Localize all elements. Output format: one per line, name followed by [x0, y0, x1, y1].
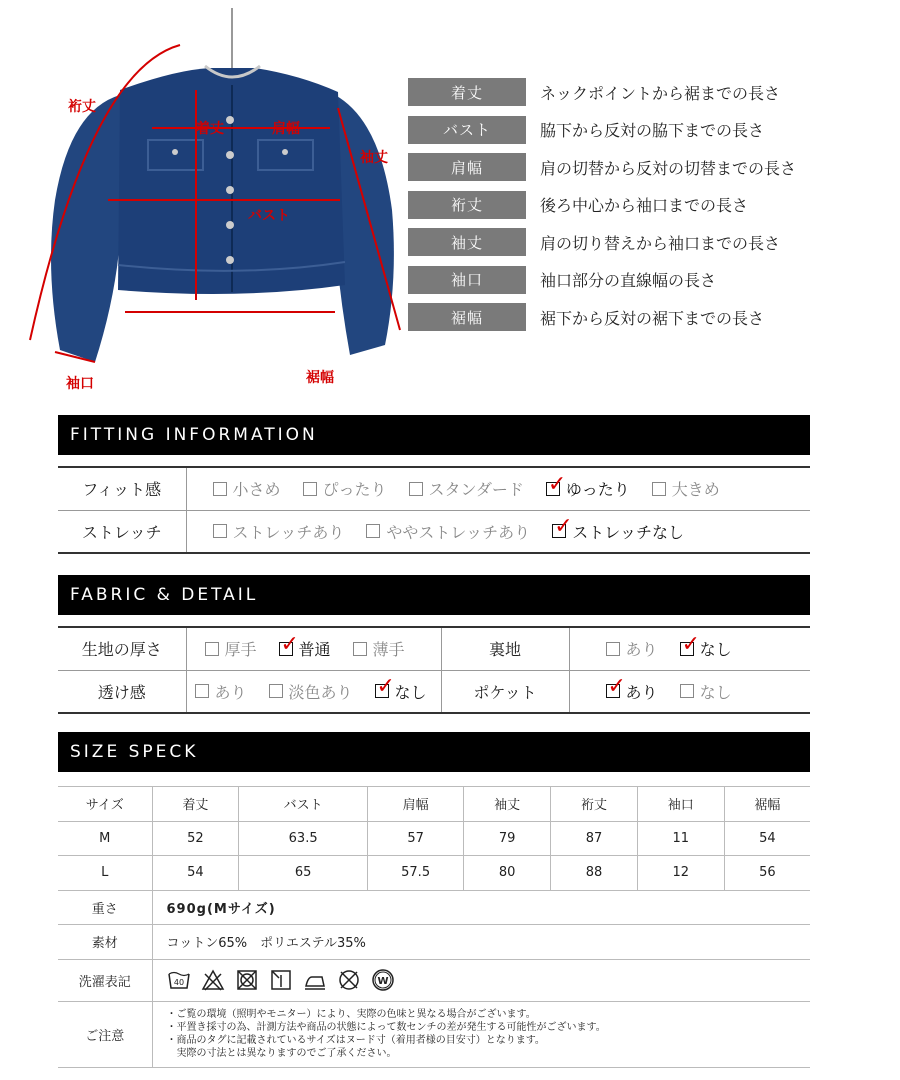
row-label: ストレッチ [58, 510, 186, 553]
checked-box-icon [546, 471, 567, 497]
option-checkbox[interactable] [680, 631, 732, 660]
legend-row [408, 228, 888, 256]
options-group [187, 471, 811, 500]
size-cell: 54 [152, 856, 239, 891]
option-checkbox[interactable] [409, 477, 524, 500]
options-group [570, 631, 810, 660]
option-checkbox[interactable] [606, 637, 658, 660]
legend-term: 着丈 [408, 78, 526, 106]
note-line: ・商品のタグに記載されているサイズはヌード寸（着用者様の目安寸）となります。 [166, 1035, 545, 1046]
option-label: ややストレッチあり [386, 522, 531, 542]
legend-row [408, 266, 888, 294]
row-label: 透け感 [58, 670, 186, 713]
legend-desc: 肩の切り替えから袖口までの長さ [540, 233, 781, 253]
row-label: 生地の厚さ [58, 627, 186, 670]
row-label: 裏地 [441, 627, 569, 670]
size-cell: 57 [367, 821, 463, 856]
jacket-illustration [0, 0, 410, 400]
legend-row [408, 303, 888, 331]
measurement-diagram [0, 0, 410, 400]
option-checkbox[interactable] [366, 520, 530, 543]
size-cell: 57.5 [367, 856, 463, 891]
fabric-section-title: FABRIC & DETAIL [58, 575, 810, 615]
checked-box-icon [606, 674, 626, 700]
option-checkbox[interactable] [303, 477, 387, 500]
option-label: あり [625, 682, 658, 702]
fitting-row-fit [58, 467, 810, 510]
size-cell: 65 [239, 856, 368, 891]
legend-term: 肩幅 [408, 153, 526, 181]
option-checkbox[interactable] [652, 477, 720, 500]
checkbox-icon [680, 684, 694, 698]
size-header-cell: サイズ [58, 787, 152, 822]
checked-box-icon [279, 631, 299, 657]
row-label: ポケット [441, 670, 569, 713]
option-label: 薄手 [372, 640, 405, 660]
legend-desc: 裾下から反対の裾下までの長さ [540, 308, 765, 328]
option-checkbox[interactable] [213, 520, 345, 543]
material-value: コットン65% ポリエステル35% [152, 925, 810, 960]
wet-clean-letter: W [376, 976, 389, 987]
fitting-section-title: FITTING INFORMATION [58, 415, 810, 455]
no-dry-clean-icon [337, 968, 361, 992]
label-katahaba: 肩幅 [272, 121, 300, 137]
option-label: なし [394, 682, 427, 702]
option-checkbox[interactable] [205, 637, 257, 660]
legend-term: 裾幅 [408, 303, 526, 331]
size-header-cell: バスト [239, 787, 368, 822]
option-label: ストレッチあり [232, 522, 345, 542]
size-header-cell: 裄丈 [551, 787, 638, 822]
wash-row [58, 959, 810, 1001]
checkbox-icon [213, 482, 227, 496]
checkmark-icon: ✓ [547, 471, 567, 497]
label-kitake: 着丈 [196, 121, 224, 137]
option-checkbox[interactable] [375, 674, 427, 703]
checkmark-icon: ✓ [280, 631, 299, 657]
size-header-cell: 袖丈 [464, 787, 551, 822]
notes-row [58, 1001, 810, 1067]
legend-desc: 袖口部分の直線幅の長さ [540, 271, 717, 290]
size-header-cell: 袖口 [637, 787, 724, 822]
size-cell: 52 [152, 821, 239, 856]
option-label: 淡色あり [288, 682, 353, 702]
option-checkbox[interactable] [213, 477, 281, 500]
checked-box-icon [375, 674, 395, 700]
option-checkbox[interactable] [269, 680, 353, 703]
checked-box-icon [552, 514, 573, 540]
size-cell: 87 [551, 821, 638, 856]
size-cell: 80 [464, 856, 551, 891]
option-checkbox[interactable] [195, 680, 247, 703]
fabric-table [58, 626, 810, 714]
measurement-legend [408, 78, 888, 341]
option-label: なし [699, 682, 732, 702]
material-row [58, 925, 810, 960]
option-label: ストレッチなし [572, 522, 685, 542]
legend-row [408, 191, 888, 219]
option-label: スタンダード [428, 480, 524, 500]
size-cell: 79 [464, 821, 551, 856]
size-cell: M [58, 821, 152, 856]
note-line: ・ご覧の環境（照明やモニター）により、実際の色味と異なる場合がございます。 [166, 1009, 536, 1020]
fabric-row [58, 670, 810, 713]
legend-term: 袖口 [408, 266, 526, 294]
size-cell: 63.5 [239, 821, 368, 856]
size-header-cell: 着丈 [152, 787, 239, 822]
row-label: フィット感 [58, 467, 186, 510]
option-label: あり [625, 640, 658, 660]
options-group [187, 631, 441, 660]
wet-clean-icon [371, 968, 395, 992]
label-bust: バスト [248, 208, 290, 224]
size-cell: L [58, 856, 152, 891]
size-cell: 54 [724, 821, 810, 856]
option-checkbox[interactable] [606, 674, 658, 703]
weight-label: 重さ [58, 890, 152, 925]
option-label: 厚手 [224, 640, 257, 660]
option-checkbox[interactable] [680, 680, 732, 703]
option-label: 小さめ [232, 480, 281, 500]
option-label: ぴったり [322, 480, 387, 500]
no-tumble-dry-icon [235, 968, 259, 992]
option-label: 普通 [298, 640, 331, 660]
size-cell: 12 [637, 856, 724, 891]
wash-label: 洗濯表記 [58, 959, 152, 1001]
wash-icons [153, 968, 811, 992]
option-label: なし [699, 640, 732, 660]
fitting-table [58, 466, 810, 554]
weight-value: 690g(Mサイズ) [152, 890, 810, 925]
line-dry-shade-icon [269, 968, 293, 992]
checkbox-icon [269, 684, 283, 698]
checkmark-icon: ✓ [376, 674, 395, 700]
note-line: 実際の寸法とは異なりますのでご了承ください。 [166, 1048, 397, 1059]
checkbox-icon [303, 482, 317, 496]
wash-40-icon [167, 968, 191, 992]
size-cell: 88 [551, 856, 638, 891]
size-header-cell: 肩幅 [367, 787, 463, 822]
checkmark-icon: ✓ [554, 514, 573, 540]
size-header-row [58, 787, 810, 822]
size-cell: 11 [637, 821, 724, 856]
option-label: あり [214, 682, 247, 702]
legend-row [408, 78, 888, 106]
option-label: ゆったり [565, 480, 630, 500]
option-label: 大きめ [671, 480, 720, 500]
size-section-title: SIZE SPECK [58, 732, 810, 772]
checkbox-icon [652, 482, 666, 496]
legend-row [408, 116, 888, 144]
checkbox-icon [606, 642, 620, 656]
checkbox-icon [213, 524, 227, 538]
size-row [58, 856, 810, 891]
fitting-row-stretch [58, 510, 810, 553]
size-row [58, 821, 810, 856]
option-checkbox[interactable] [353, 637, 405, 660]
options-group [570, 674, 810, 703]
legend-row [408, 153, 888, 181]
options-group [187, 514, 811, 543]
checkbox-icon [353, 642, 367, 656]
legend-desc: 肩の切替から反対の切替までの長さ [540, 158, 797, 178]
iron-low-icon [303, 968, 327, 992]
legend-desc: ネックポイントから裾までの長さ [540, 83, 781, 103]
label-sodeguchi: 袖口 [66, 376, 94, 392]
size-cell: 56 [724, 856, 810, 891]
legend-term: 袖丈 [408, 228, 526, 256]
notes-label: ご注意 [58, 1001, 152, 1067]
checkmark-icon: ✓ [681, 631, 700, 657]
checked-box-icon [680, 631, 700, 657]
note-line: ・平置き採寸の為、計測方法や商品の状態によって数センチの差が発生する可能性がございます。 [166, 1022, 606, 1033]
checkbox-icon [409, 482, 423, 496]
legend-desc: 脇下から反対の脇下までの長さ [540, 121, 765, 140]
option-checkbox[interactable] [552, 514, 685, 543]
label-sodetake: 袖丈 [360, 150, 388, 166]
no-bleach-icon [201, 968, 225, 992]
checkmark-icon: ✓ [607, 674, 626, 700]
checkbox-icon [366, 524, 380, 538]
label-yukitake: 裄丈 [68, 99, 96, 115]
material-label: 素材 [58, 925, 152, 960]
size-header-cell: 裾幅 [724, 787, 810, 822]
checkbox-icon [205, 642, 219, 656]
fabric-row [58, 627, 810, 670]
option-checkbox[interactable] [546, 471, 630, 500]
checkbox-icon [195, 684, 209, 698]
wash-temperature: 40 [173, 978, 184, 987]
weight-row [58, 890, 810, 925]
label-susohaba: 裾幅 [306, 370, 334, 386]
option-checkbox[interactable] [279, 631, 331, 660]
legend-term: 裄丈 [408, 191, 526, 219]
legend-term: バスト [408, 116, 526, 144]
options-group [187, 674, 441, 703]
size-table [58, 786, 810, 1068]
legend-desc: 後ろ中心から袖口までの長さ [540, 196, 749, 215]
